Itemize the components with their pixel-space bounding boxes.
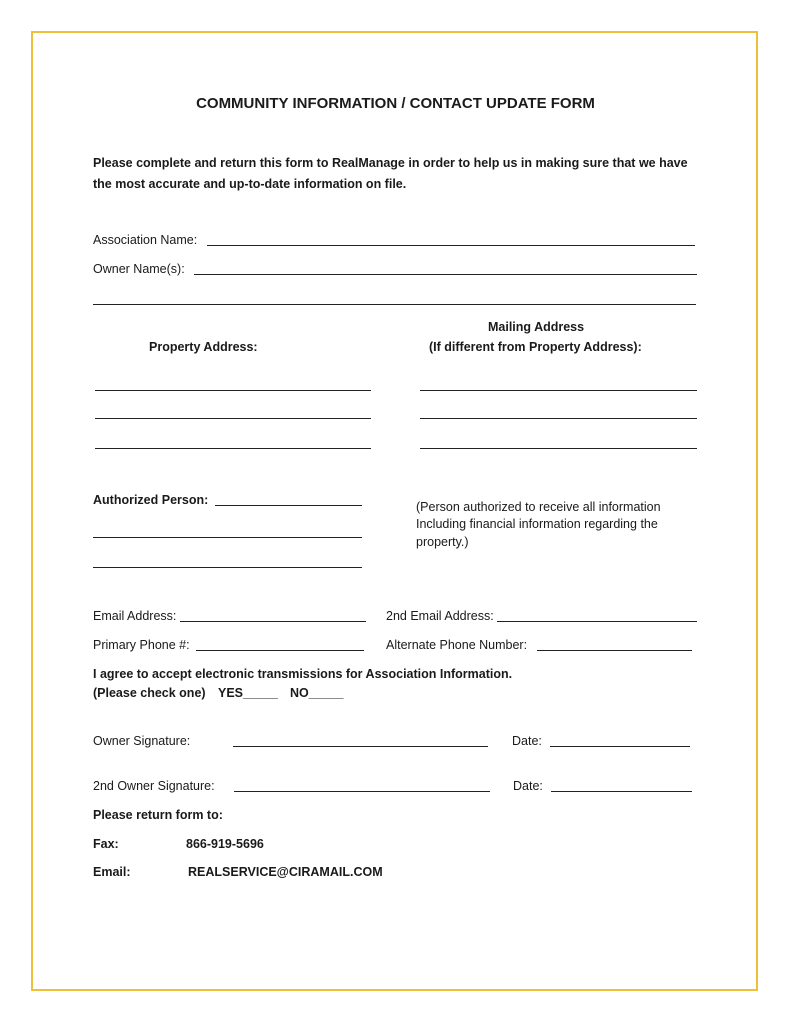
mailing-address-note: (If different from Property Address): (429, 340, 642, 354)
property-address-line-2[interactable] (95, 418, 371, 419)
intro-line-2: the most accurate and up-to-date information on file. (93, 177, 407, 191)
alternate-phone-label: Alternate Phone Number: (386, 638, 528, 652)
property-address-line-1[interactable] (95, 390, 371, 391)
fax-value: 866-919-5696 (186, 837, 264, 851)
email-label: Email Address: (93, 609, 177, 623)
consent-text: I agree to accept electronic transmissions for Association Information. (93, 667, 513, 681)
email2-field[interactable] (497, 621, 697, 622)
email-contact-value[interactable]: REALSERVICE@CIRAMAIL.COM (188, 865, 383, 879)
owner2-signature-label: 2nd Owner Signature: (93, 779, 215, 793)
owner2-signature-field[interactable] (234, 791, 490, 792)
authorized-person-label: Authorized Person: (93, 493, 209, 507)
authorized-note-line-1: (Person authorized to receive all information (416, 500, 661, 514)
mailing-address-label: Mailing Address (488, 320, 585, 334)
date2-field[interactable] (551, 791, 692, 792)
email-contact-label: Email: (93, 865, 131, 879)
mailing-address-line-2[interactable] (420, 418, 697, 419)
authorized-note-line-2: Including financial information regarding the (416, 517, 658, 531)
email-field[interactable] (180, 621, 366, 622)
check-one-label: (Please check one) (93, 686, 206, 700)
property-address-line-3[interactable] (95, 448, 371, 449)
association-name-field[interactable] (207, 245, 695, 246)
owner-names-field[interactable] (194, 274, 697, 275)
authorized-note-line-3: property.) (416, 535, 469, 549)
authorized-person-field[interactable] (215, 505, 362, 506)
mailing-address-line-3[interactable] (420, 448, 697, 449)
form-title: COMMUNITY INFORMATION / CONTACT UPDATE FORM (196, 95, 595, 112)
association-name-label: Association Name: (93, 233, 198, 247)
primary-phone-label: Primary Phone #: (93, 638, 190, 652)
mailing-address-line-1[interactable] (420, 390, 697, 391)
owner-names-label: Owner Name(s): (93, 262, 185, 276)
property-address-label: Property Address: (149, 340, 258, 354)
alternate-phone-field[interactable] (537, 650, 692, 651)
email2-label: 2nd Email Address: (386, 609, 494, 623)
fax-label: Fax: (93, 837, 119, 851)
date2-label: Date: (513, 779, 543, 793)
owner-names-field-2[interactable] (93, 304, 696, 305)
owner-signature-label: Owner Signature: (93, 734, 191, 748)
owner-signature-field[interactable] (233, 746, 488, 747)
date-label: Date: (512, 734, 542, 748)
authorized-person-field-3[interactable] (93, 567, 362, 568)
no-option[interactable]: NO_____ (290, 686, 344, 700)
intro-line-1: Please complete and return this form to RealManage in order to help us in making sure that we have (93, 156, 688, 170)
authorized-person-field-2[interactable] (93, 537, 362, 538)
yes-option[interactable]: YES_____ (218, 686, 278, 700)
date-field[interactable] (550, 746, 690, 747)
return-label: Please return form to: (93, 808, 223, 822)
primary-phone-field[interactable] (196, 650, 364, 651)
